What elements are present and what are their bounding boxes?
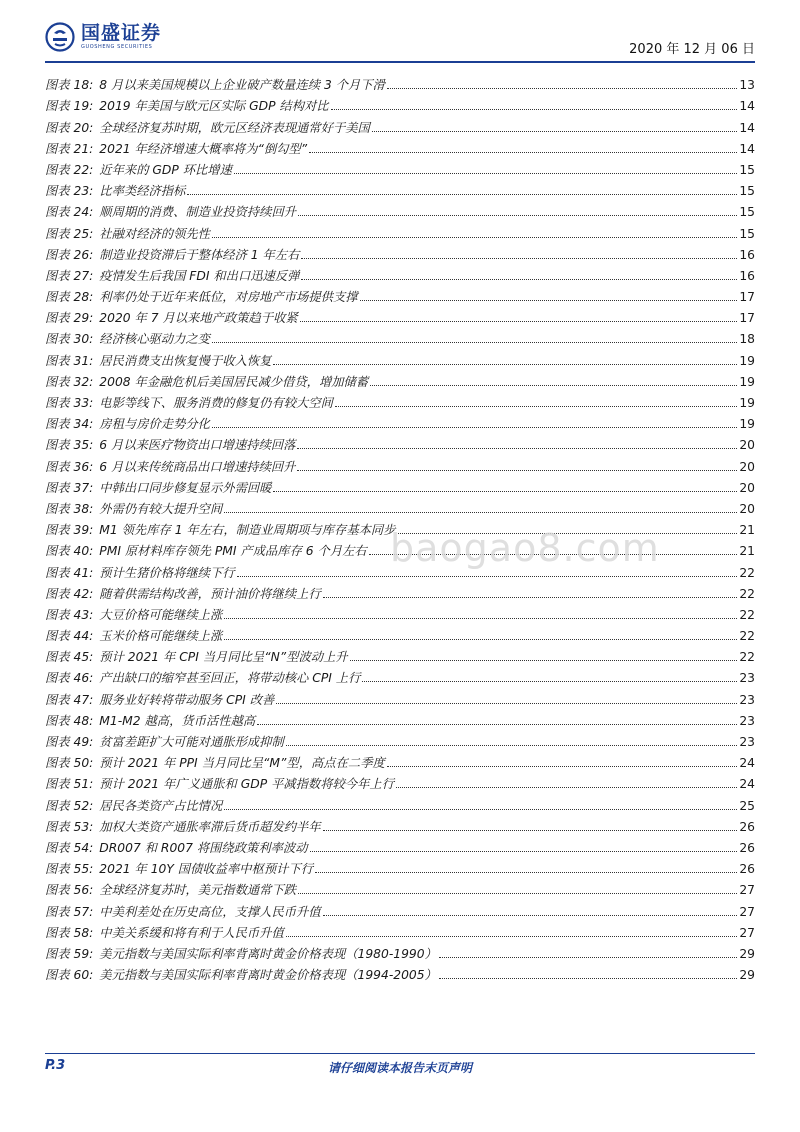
report-date: 2020 年 12 月 06 日 bbox=[629, 42, 755, 57]
toc-entry-page[interactable]: 15 bbox=[739, 162, 755, 177]
toc-entry-page[interactable]: 19 bbox=[739, 417, 755, 432]
toc-leader-dots bbox=[360, 300, 738, 301]
toc-entry-page[interactable]: 15 bbox=[739, 205, 755, 220]
toc-leader-dots bbox=[212, 342, 737, 343]
toc-entry-page[interactable]: 22 bbox=[739, 565, 755, 580]
toc-entry-label: 图表 47: bbox=[45, 692, 94, 707]
toc-leader-dots bbox=[187, 194, 737, 195]
toc-entry[interactable] bbox=[45, 961, 755, 982]
toc-entry-page[interactable]: 14 bbox=[739, 141, 755, 156]
toc-leader-dots bbox=[297, 448, 737, 449]
toc-entry-title[interactable]: M1-M2 越高，货币活性越高 bbox=[99, 713, 256, 728]
toc-entry-label: 图表 59: bbox=[45, 946, 94, 961]
toc-entry[interactable] bbox=[45, 71, 755, 92]
toc-entry-title[interactable]: 疫情发生后我国 FDI 和出口迅速反弹 bbox=[99, 268, 300, 283]
toc-entry-page[interactable]: 23 bbox=[739, 713, 755, 728]
toc-entry-label: 图表 26: bbox=[45, 247, 94, 262]
company-logo bbox=[45, 22, 161, 52]
toc-entry-label: 图表 29: bbox=[45, 311, 94, 326]
toc-entry-page[interactable]: 13 bbox=[739, 78, 755, 93]
toc-leader-dots bbox=[257, 724, 737, 725]
toc-leader-dots bbox=[224, 512, 737, 513]
toc-entry-label: 图表 60: bbox=[45, 968, 94, 983]
toc-entry-title[interactable]: 利率仍处于近年来低位，对房地产市场提供支撑 bbox=[99, 290, 358, 305]
toc-leader-dots bbox=[301, 258, 737, 259]
toc-entry-page[interactable]: 18 bbox=[739, 332, 755, 347]
toc-leader-dots bbox=[212, 237, 737, 238]
toc-entry-page[interactable]: 14 bbox=[739, 99, 755, 114]
toc-entry-label: 图表 46: bbox=[45, 671, 94, 686]
logo-text-cn: 国盛证券 bbox=[81, 22, 162, 44]
toc-leader-dots bbox=[370, 385, 737, 386]
toc-leader-dots bbox=[323, 915, 738, 916]
toc-leader-dots bbox=[212, 427, 737, 428]
toc-entry[interactable] bbox=[45, 876, 755, 897]
toc-entry-label: 图表 53: bbox=[45, 819, 94, 834]
toc-entry-title[interactable]: 比率类经济指标 bbox=[99, 184, 186, 199]
toc-entry[interactable] bbox=[45, 664, 755, 685]
toc-entry-page[interactable]: 23 bbox=[739, 735, 755, 749]
toc-entry-title[interactable]: 制造业投资滞后于整体经济 1 年左右 bbox=[99, 247, 300, 262]
toc-entry-page[interactable]: 24 bbox=[739, 756, 755, 771]
toc-entry[interactable] bbox=[45, 813, 755, 834]
toc-entry-page[interactable]: 20 bbox=[739, 501, 755, 516]
toc-entry-label: 图表 39: bbox=[45, 523, 94, 538]
toc-entry[interactable] bbox=[45, 283, 755, 304]
toc-leader-dots bbox=[331, 109, 738, 110]
toc-entry[interactable] bbox=[45, 177, 755, 198]
toc-entry-title[interactable]: 全球经济复苏时，美元指数通常下跌 bbox=[99, 883, 297, 898]
toc-entry[interactable] bbox=[45, 410, 755, 431]
toc-entry-label: 图表 27: bbox=[45, 268, 94, 283]
toc-leader-dots bbox=[298, 215, 737, 216]
toc-entry-page[interactable]: 27 bbox=[739, 925, 755, 940]
toc-entry-page[interactable]: 26 bbox=[739, 819, 755, 834]
toc-leader-dots bbox=[286, 745, 738, 746]
toc-entry-label: 图表 28: bbox=[45, 290, 94, 305]
toc-entry-title[interactable]: 经济核心驱动力之变 bbox=[99, 332, 210, 347]
toc-entry[interactable] bbox=[45, 92, 755, 113]
toc-entry[interactable] bbox=[45, 156, 755, 177]
toc-entry-label: 图表 43: bbox=[45, 607, 94, 622]
toc-entry-title[interactable]: 电影等线下、服务消费的修复仍有较大空间 bbox=[99, 396, 333, 410]
toc-entry-title[interactable]: 预计 2021 年 CPI 当月同比呈“N”型波动上升 bbox=[99, 650, 348, 665]
toc-leader-dots bbox=[335, 406, 737, 407]
toc-entry[interactable] bbox=[45, 452, 755, 473]
watermark: baogao8.com bbox=[390, 526, 660, 570]
toc-leader-dots bbox=[309, 152, 737, 153]
toc-entry[interactable] bbox=[45, 241, 755, 262]
toc-entry-title[interactable]: 顺周期的消费、制造业投资持续回升 bbox=[99, 205, 297, 220]
toc-entry-title[interactable]: 贫富差距扩大可能对通胀形成抑制 bbox=[99, 735, 284, 749]
toc-leader-dots bbox=[300, 321, 738, 322]
toc-entry[interactable] bbox=[45, 135, 755, 156]
toc-entry[interactable] bbox=[45, 346, 755, 367]
toc-entry[interactable] bbox=[45, 113, 755, 134]
toc-entry-page[interactable]: 16 bbox=[739, 268, 755, 283]
toc-entry-page[interactable]: 19 bbox=[739, 353, 755, 368]
toc-entry-label: 图表 58: bbox=[45, 925, 94, 940]
toc-entry-label: 图表 57: bbox=[45, 904, 94, 919]
toc-entry-label: 图表 18: bbox=[45, 78, 94, 93]
toc-entry-page[interactable]: 27 bbox=[739, 883, 755, 898]
toc-entry-title[interactable]: 预计 2021 年广义通胀和 GDP 平减指数将较今年上行 bbox=[99, 777, 394, 792]
page-number: P.3 bbox=[45, 1058, 66, 1073]
toc-entry-title[interactable]: 2008 年金融危机后美国居民减少借贷，增加储蓄 bbox=[99, 374, 369, 389]
toc-leader-dots bbox=[387, 766, 738, 767]
toc-entry[interactable] bbox=[45, 368, 755, 389]
toc-entry-label: 图表 54: bbox=[45, 840, 94, 855]
toc-entry-page[interactable]: 14 bbox=[739, 120, 755, 135]
toc-entry-page[interactable]: 27 bbox=[739, 904, 755, 919]
toc-entry-title[interactable]: 2020 年 7 月以来地产政策趋于收紧 bbox=[99, 311, 298, 326]
toc-entry-page[interactable]: 26 bbox=[739, 840, 755, 855]
toc-entry-label: 图表 33: bbox=[45, 396, 94, 410]
toc-leader-dots bbox=[297, 470, 737, 471]
toc-entry-title[interactable]: 美元指数与美国实际利率背离时黄金价格表现（1980-1990） bbox=[99, 946, 437, 961]
toc-entry-title[interactable]: 2021 年 10Y 国债收益率中枢预计下行 bbox=[99, 862, 314, 877]
toc-entry-page[interactable]: 17 bbox=[739, 311, 755, 326]
toc-entry-title[interactable]: 全球经济复苏时期，欧元区经济表现通常好于美国 bbox=[99, 120, 370, 135]
toc-entry-page[interactable]: 22 bbox=[739, 629, 755, 644]
toc-entry[interactable] bbox=[45, 474, 755, 495]
toc-entry-label: 图表 22: bbox=[45, 162, 94, 177]
toc-entry[interactable] bbox=[45, 219, 755, 240]
toc-entry-title[interactable]: 房租与房价走势分化 bbox=[99, 417, 210, 432]
toc-entry[interactable] bbox=[45, 834, 755, 855]
toc-entry-page[interactable]: 15 bbox=[739, 184, 755, 199]
toc-entry-page[interactable]: 20 bbox=[739, 438, 755, 453]
toc-leader-dots bbox=[362, 681, 737, 682]
toc-entry-page[interactable]: 25 bbox=[739, 798, 755, 813]
toc-entry[interactable] bbox=[45, 389, 755, 410]
toc-entry[interactable] bbox=[45, 622, 755, 643]
toc-entry-title[interactable]: 6 月以来传统商品出口增速持续回升 bbox=[99, 459, 296, 474]
toc-entry[interactable] bbox=[45, 431, 755, 452]
toc-entry-title[interactable]: 中美关系缓和将有利于人民币升值 bbox=[99, 925, 284, 940]
toc-entry-label: 图表 31: bbox=[45, 353, 94, 368]
toc-entry-label: 图表 49: bbox=[45, 735, 94, 749]
toc-entry-page[interactable]: 16 bbox=[739, 247, 755, 262]
toc-entry-title[interactable]: 产出缺口的缩窄甚至回正，将带动核心 CPI 上行 bbox=[99, 671, 361, 686]
toc-entry[interactable] bbox=[45, 495, 755, 516]
toc-entry-title[interactable]: 居民消费支出恢复慢于收入恢复 bbox=[99, 353, 272, 368]
toc-leader-dots bbox=[372, 131, 738, 132]
toc-leader-dots bbox=[439, 978, 737, 979]
logo-text-en: GUOSHENG SECURITIES bbox=[81, 44, 153, 50]
toc-entry-label: 图表 38: bbox=[45, 501, 94, 516]
toc-entry-page[interactable]: 19 bbox=[739, 374, 755, 389]
toc-entry[interactable] bbox=[45, 262, 755, 283]
toc-entry-title[interactable]: M1 领先库存 1 年左右，制造业周期项与库存基本同步 bbox=[99, 523, 396, 538]
toc-entry-title[interactable]: 社融对经济的领先性 bbox=[99, 226, 210, 241]
toc-entry-label: 图表 20: bbox=[45, 120, 94, 135]
toc-leader-dots bbox=[298, 893, 737, 894]
toc-entry-label: 图表 41: bbox=[45, 565, 94, 580]
toc-leader-dots bbox=[224, 639, 737, 640]
toc-entry[interactable] bbox=[45, 601, 755, 622]
toc-entry-label: 图表 55: bbox=[45, 862, 94, 877]
toc-entry-title[interactable]: 近年来的 GDP 环比增速 bbox=[99, 162, 232, 177]
toc-entry-title[interactable]: 玉米价格可能继续上涨 bbox=[99, 629, 223, 644]
toc-entry-label: 图表 44: bbox=[45, 629, 94, 644]
toc-entry-title[interactable]: DR007 和 R007 将围绕政策利率波动 bbox=[99, 840, 308, 855]
toc-entry[interactable] bbox=[45, 643, 755, 664]
toc-entry[interactable] bbox=[45, 897, 755, 918]
toc-entry[interactable] bbox=[45, 749, 755, 770]
toc-leader-dots bbox=[301, 279, 737, 280]
toc-entry[interactable] bbox=[45, 919, 755, 940]
toc-entry-title[interactable]: 居民各类资产占比情况 bbox=[99, 798, 223, 813]
toc-entry-label: 图表 52: bbox=[45, 798, 94, 813]
toc-entry-page[interactable]: 23 bbox=[739, 692, 755, 707]
toc-entry-title[interactable]: 中韩出口同步修复显示外需回暖 bbox=[99, 480, 272, 495]
page-header bbox=[45, 22, 755, 58]
toc-entry-label: 图表 23: bbox=[45, 184, 94, 199]
toc-leader-dots bbox=[387, 88, 737, 89]
toc-entry-title[interactable]: PMI 原材料库存领先 PMI 产成品库存 6 个月左右 bbox=[99, 544, 367, 559]
toc-entry-label: 图表 34: bbox=[45, 417, 94, 432]
toc-leader-dots bbox=[224, 809, 737, 810]
toc-entry-title[interactable]: 6 月以来医疗物资出口增速持续回落 bbox=[99, 438, 296, 453]
toc-entry-label: 图表 45: bbox=[45, 650, 94, 665]
disclaimer-note: 请仔细阅读本报告末页声明 bbox=[327, 1061, 472, 1075]
toc-entry-label: 图表 48: bbox=[45, 713, 94, 728]
toc-entry-title[interactable]: 中美利差处在历史高位，支撑人民币升值 bbox=[99, 904, 321, 919]
toc-entry-title[interactable]: 美元指数与美国实际利率背离时黄金价格表现（1994-2005） bbox=[99, 968, 437, 983]
toc-entry[interactable] bbox=[45, 770, 755, 791]
toc-entry-page[interactable]: 29 bbox=[739, 946, 755, 961]
toc-entry[interactable] bbox=[45, 304, 755, 325]
toc-entry-page[interactable]: 21 bbox=[739, 544, 755, 559]
header-divider bbox=[45, 61, 755, 63]
toc-entry-label: 图表 36: bbox=[45, 459, 94, 474]
toc-entry-label: 图表 30: bbox=[45, 332, 94, 347]
toc-entry-title[interactable]: 加权大类资产通胀率滞后货币超发约半年 bbox=[99, 819, 321, 834]
toc-entry-label: 图表 51: bbox=[45, 777, 94, 792]
toc-entry-title[interactable]: 外需仍有较大提升空间 bbox=[99, 501, 223, 516]
logo-icon bbox=[45, 22, 75, 52]
toc-entry-page[interactable]: 21 bbox=[739, 523, 755, 538]
toc-entry[interactable] bbox=[45, 580, 755, 601]
toc-entry[interactable] bbox=[45, 198, 755, 219]
toc-entry-label: 图表 25: bbox=[45, 226, 94, 241]
toc-entry[interactable] bbox=[45, 728, 755, 749]
toc-entry-label: 图表 37: bbox=[45, 480, 94, 495]
toc-entry[interactable] bbox=[45, 707, 755, 728]
toc-entry-page[interactable]: 26 bbox=[739, 862, 755, 877]
toc-leader-dots bbox=[323, 597, 738, 598]
toc-leader-dots bbox=[396, 787, 737, 788]
toc-entry-page[interactable]: 17 bbox=[739, 290, 755, 305]
toc-leader-dots bbox=[276, 703, 737, 704]
toc-entry-title[interactable]: 预计 2021 年 PPI 当月同比呈“M”型，高点在二季度 bbox=[99, 756, 385, 771]
toc-leader-dots bbox=[273, 491, 737, 492]
toc-leader-dots bbox=[224, 618, 737, 619]
toc-entry-page[interactable]: 23 bbox=[739, 671, 755, 686]
toc-entry-title[interactable]: 随着供需结构改善，预计油价将继续上行 bbox=[99, 586, 321, 601]
toc-leader-dots bbox=[323, 830, 738, 831]
footer-divider bbox=[45, 1053, 755, 1054]
toc-leader-dots bbox=[237, 576, 738, 577]
toc-entry[interactable] bbox=[45, 685, 755, 706]
toc-leader-dots bbox=[310, 851, 738, 852]
toc-entry-page[interactable]: 22 bbox=[739, 607, 755, 622]
toc-entry-label: 图表 19: bbox=[45, 99, 94, 114]
toc-entry-page[interactable]: 22 bbox=[739, 586, 755, 601]
toc-entry-label: 图表 35: bbox=[45, 438, 94, 453]
toc-leader-dots bbox=[350, 660, 738, 661]
toc-entry-page[interactable]: 19 bbox=[739, 396, 755, 410]
toc-entry-title[interactable]: 服务业好转将带动服务 CPI 改善 bbox=[99, 692, 275, 707]
toc-entry[interactable] bbox=[45, 791, 755, 812]
toc-entry-page[interactable]: 22 bbox=[739, 650, 755, 665]
toc-entry-label: 图表 32: bbox=[45, 374, 94, 389]
toc-entry-page[interactable]: 29 bbox=[739, 968, 755, 983]
toc-leader-dots bbox=[234, 173, 737, 174]
toc-entry-label: 图表 21: bbox=[45, 141, 94, 156]
toc-entry-title[interactable]: 8 月以来美国规模以上企业破产数量连续 3 个月下滑 bbox=[99, 78, 385, 93]
toc-entry[interactable] bbox=[45, 855, 755, 876]
toc-entry-page[interactable]: 20 bbox=[739, 480, 755, 495]
toc-entry-label: 图表 50: bbox=[45, 756, 94, 771]
toc-entry-title[interactable]: 大豆价格可能继续上涨 bbox=[99, 607, 223, 622]
toc-entry-title[interactable]: 2019 年美国与欧元区实际 GDP 结构对比 bbox=[99, 99, 329, 114]
toc-leader-dots bbox=[286, 936, 738, 937]
toc-entry-label: 图表 40: bbox=[45, 544, 94, 559]
toc-entry-label: 图表 42: bbox=[45, 586, 94, 601]
toc-entry-title[interactable]: 2021 年经济增速大概率将为“倒勾型” bbox=[99, 141, 308, 156]
toc-entry-page[interactable]: 24 bbox=[739, 777, 755, 792]
toc-entry-title[interactable]: 预计生猪价格将继续下行 bbox=[99, 565, 235, 580]
toc-entry[interactable] bbox=[45, 940, 755, 961]
toc-entry-page[interactable]: 20 bbox=[739, 459, 755, 474]
toc-leader-dots bbox=[439, 957, 737, 958]
toc-leader-dots bbox=[273, 364, 737, 365]
toc-leader-dots bbox=[315, 872, 737, 873]
toc-entry-label: 图表 56: bbox=[45, 883, 94, 898]
toc-entry[interactable] bbox=[45, 325, 755, 346]
toc-entry-label: 图表 24: bbox=[45, 205, 94, 220]
toc-entry-page[interactable]: 15 bbox=[739, 226, 755, 241]
